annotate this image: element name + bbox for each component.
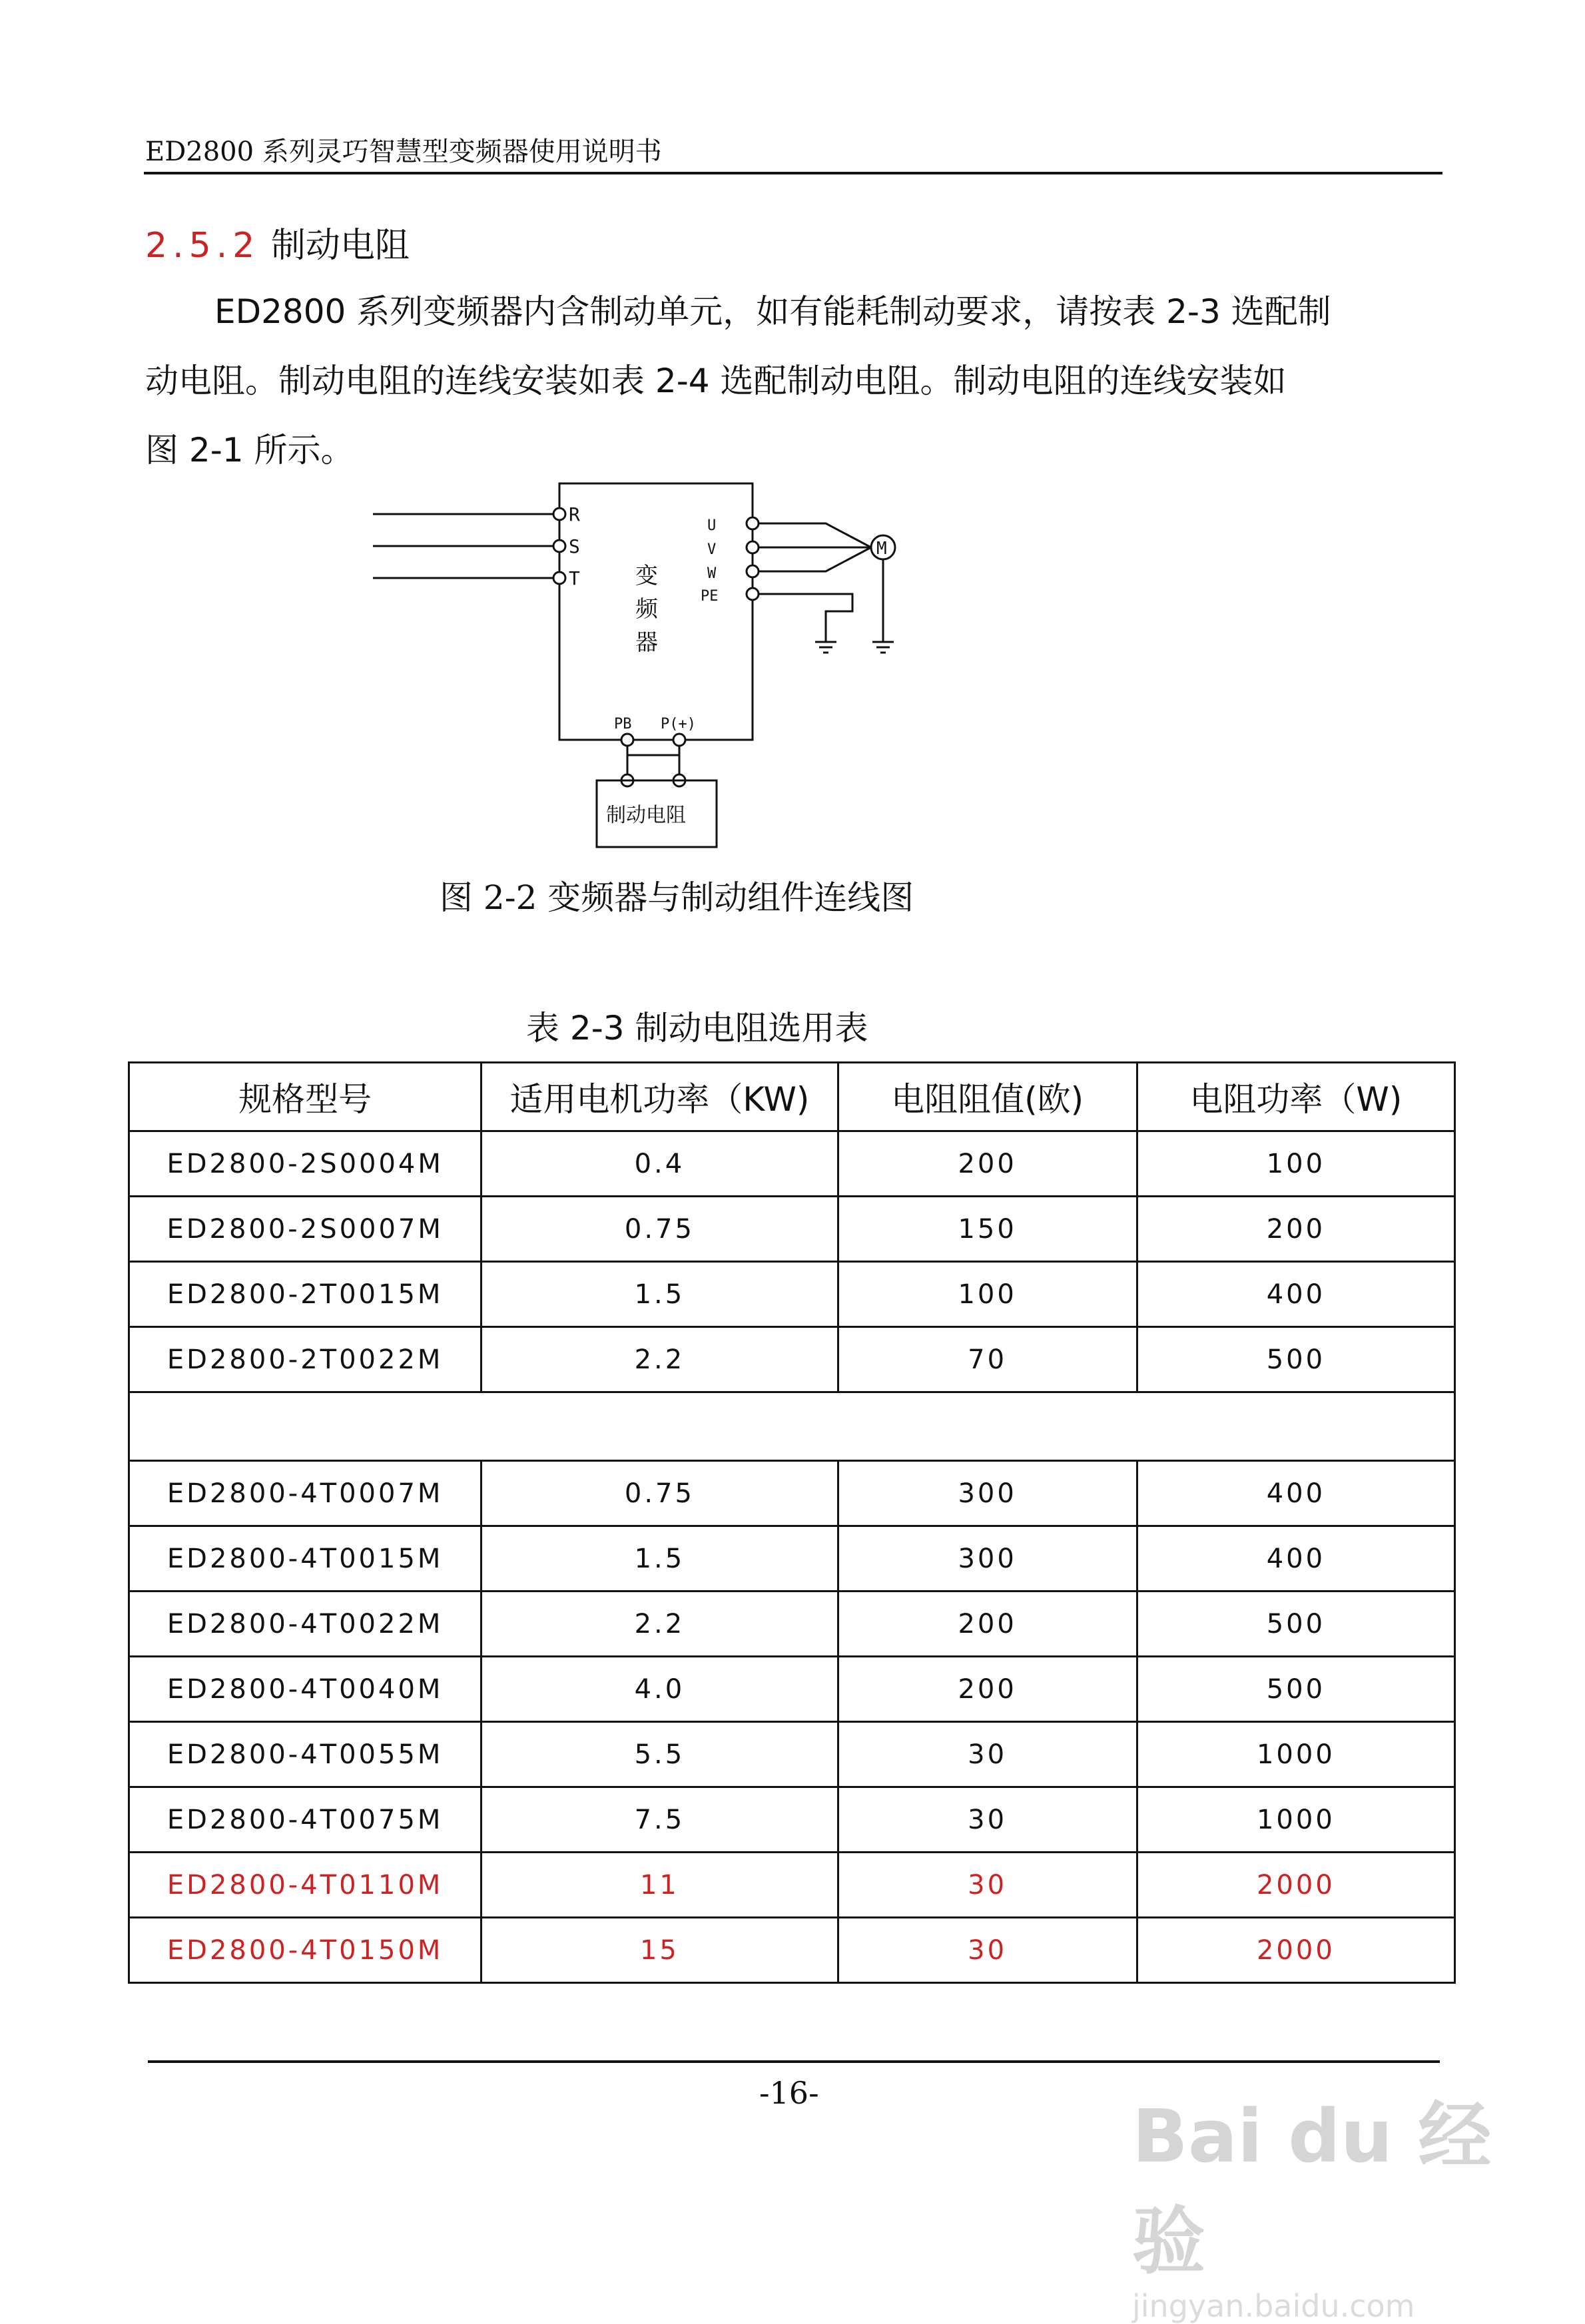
cell-wattage: 500 [1137, 1327, 1454, 1392]
cell-wattage: 400 [1137, 1461, 1454, 1526]
label-p-plus: P(+) [661, 716, 696, 732]
cell-wattage: 1000 [1137, 1722, 1454, 1787]
cell-wattage: 2000 [1137, 1918, 1454, 1983]
cell-resistance: 30 [838, 1722, 1137, 1787]
table-row-highlighted [129, 1918, 1455, 1983]
cell-power: 1.5 [481, 1526, 838, 1592]
cell-model: ED2800-4T0055M [129, 1722, 481, 1787]
cell-power: 0.4 [481, 1131, 838, 1197]
terminal-w [747, 565, 759, 577]
cell-power: 0.75 [481, 1197, 838, 1262]
pe-ground-wire [759, 594, 852, 642]
inverter-char-3: 器 [635, 629, 658, 656]
terminal-v [747, 541, 759, 553]
figure-caption: 图 2-2 变频器与制动组件连线图 [440, 878, 914, 917]
table-row [129, 1657, 1455, 1722]
table-row [129, 1526, 1455, 1592]
cell-model: ED2800-4T0022M [129, 1592, 481, 1657]
cell-power: 7.5 [481, 1787, 838, 1853]
cell-wattage: 500 [1137, 1592, 1454, 1657]
table-row [129, 1131, 1455, 1197]
wire-u [759, 523, 871, 547]
header-cell: 电阻阻值(欧) [838, 1063, 1137, 1131]
header-title: ED2800 系列灵巧智慧型变频器使用说明书 [145, 137, 662, 167]
terminal-u [747, 517, 759, 529]
cell-model: ED2800-2T0022M [129, 1327, 481, 1392]
label-pb: PB [614, 716, 632, 732]
cell-wattage: 400 [1137, 1526, 1454, 1592]
cell-resistance: 30 [838, 1918, 1137, 1983]
label-u: U [707, 517, 717, 534]
inverter-char-2: 频 [635, 596, 658, 623]
watermark-url: jingyan.baidu.com [1132, 2288, 1415, 2324]
footer-divider [148, 2060, 1440, 2063]
terminal-s [553, 540, 565, 552]
terminal-pe [747, 588, 759, 600]
cell-model: ED2800-2S0004M [129, 1131, 481, 1197]
terminal-pb [621, 734, 633, 746]
section-number: 2.5.2 [145, 226, 260, 266]
label-t: T [569, 567, 580, 589]
cell-resistance: 200 [838, 1131, 1137, 1197]
cell-wattage: 1000 [1137, 1787, 1454, 1853]
cell-power: 4.0 [481, 1657, 838, 1722]
cell-model: ED2800-4T0040M [129, 1657, 481, 1722]
paragraph-line: 图 2-1 所示。 [145, 431, 354, 469]
table-row [129, 1787, 1455, 1853]
spacer-cell [129, 1392, 1455, 1461]
label-pe: PE [701, 588, 719, 605]
cell-wattage: 100 [1137, 1131, 1454, 1197]
cell-resistance: 30 [838, 1853, 1137, 1918]
label-s: S [569, 535, 580, 557]
cell-power: 2.2 [481, 1592, 838, 1657]
cell-power: 0.75 [481, 1461, 838, 1526]
cell-power: 2.2 [481, 1327, 838, 1392]
table-caption: 表 2-3 制动电阻选用表 [526, 1009, 868, 1047]
cell-resistance: 200 [838, 1657, 1137, 1722]
intro-paragraph [145, 277, 1450, 485]
cell-wattage: 400 [1137, 1262, 1454, 1327]
label-v: V [707, 541, 717, 558]
cell-power: 11 [481, 1853, 838, 1918]
paragraph-line: 动电阻。制动电阻的连线安装如表 2-4 选配制动电阻。制动电阻的连线安装如 [145, 362, 1287, 400]
cell-resistance: 70 [838, 1327, 1137, 1392]
table-row [129, 1262, 1455, 1327]
table-row [129, 1327, 1455, 1392]
cell-resistance: 300 [838, 1461, 1137, 1526]
cell-resistance: 300 [838, 1526, 1137, 1592]
cell-power: 15 [481, 1918, 838, 1983]
terminal-t [553, 572, 565, 584]
cell-wattage: 500 [1137, 1657, 1454, 1722]
wire-w [759, 547, 871, 571]
resistor-label: 制动电阻 [606, 804, 686, 827]
inverter-char-1: 变 [635, 563, 658, 589]
cell-power: 1.5 [481, 1262, 838, 1327]
header-cell: 电阻功率（W) [1137, 1063, 1454, 1131]
watermark-logo: Bai du 经验 [1132, 2094, 1492, 2284]
cell-model: ED2800-4T0150M [129, 1918, 481, 1983]
cell-model: ED2800-4T0110M [129, 1853, 481, 1918]
table-row [129, 1722, 1455, 1787]
label-w: W [707, 565, 717, 582]
cell-wattage: 2000 [1137, 1853, 1454, 1918]
section-title: 制动电阻 [270, 226, 410, 266]
page-number: -16- [759, 2075, 819, 2111]
cell-resistance: 200 [838, 1592, 1137, 1657]
baidu-watermark [1132, 2078, 1532, 2324]
cell-resistance: 150 [838, 1197, 1137, 1262]
cell-wattage: 200 [1137, 1197, 1454, 1262]
table-row [129, 1197, 1455, 1262]
terminal-r [553, 508, 565, 520]
header-divider [144, 172, 1442, 174]
brake-resistor-table [128, 1061, 1456, 1984]
label-r: R [569, 503, 580, 525]
label-motor: M [876, 539, 887, 559]
section-heading [145, 217, 410, 267]
table-row-highlighted [129, 1853, 1455, 1918]
cell-model: ED2800-2T0015M [129, 1262, 481, 1327]
cell-resistance: 100 [838, 1262, 1137, 1327]
terminal-p-plus [673, 734, 685, 746]
table-header-row [129, 1063, 1455, 1131]
paragraph-line: ED2800 系列变频器内含制动单元，如有能耗制动要求，请按表 2-3 选配制 [214, 292, 1331, 331]
cell-resistance: 30 [838, 1787, 1137, 1853]
cell-model: ED2800-4T0015M [129, 1526, 481, 1592]
cell-model: ED2800-4T0075M [129, 1787, 481, 1853]
table-row [129, 1592, 1455, 1657]
wiring-diagram [293, 479, 992, 872]
cell-model: ED2800-2S0007M [129, 1197, 481, 1262]
table-spacer-row [129, 1392, 1455, 1461]
cell-model: ED2800-4T0007M [129, 1461, 481, 1526]
header-cell: 规格型号 [129, 1063, 481, 1131]
cell-power: 5.5 [481, 1722, 838, 1787]
header-cell: 适用电机功率（KW) [481, 1063, 838, 1131]
table-row [129, 1461, 1455, 1526]
